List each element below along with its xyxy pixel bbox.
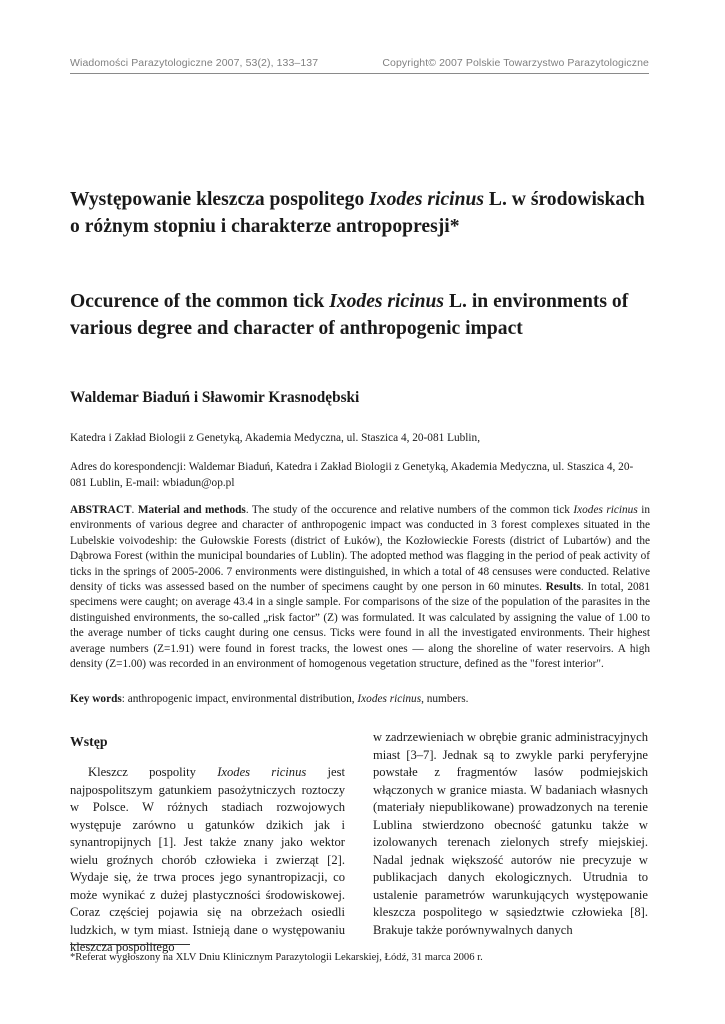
intro-left-text-1: Kleszcz pospolity [88,765,218,779]
title-polish-part1: Występowanie kleszcza pospolitego [70,189,370,210]
keywords-species: Ixodes ricinus [357,693,422,705]
keywords-label: Key words [70,693,122,705]
abstract-species: Ixodes ricinus [573,504,638,516]
intro-left-text-2: jest najpospolitszym gatunkiem pasożytniczych roztoczy w Polsce. W różnych stadiach rozwojowych występuje zarówno u gatunków dzikich jak i synantropijnych [1]. Jest także znany jako wektor wielu groźnych chorób człowieka i zwierząt [2]. Wydaje się, że trwa proces jego synantropizacji, co może wynikać z dużej plastyczności środowiskowej. Coraz częściej pojawia się na obrzeżach osiedli ludzkich, w tym miast. Istnieją dane o występowaniu kleszcza pospolitego [70,765,345,954]
abstract-text-2: in environments of various degree and character of anthropogenic impact was conducted in 3 forest complexes situated in the Lubelskie voivodeship: the Gułowskie Forests (district of Łuków), the Kozłowieckie Forests (district of Lubartów) and the Dąbrowa Forest (within the municipal boundaries of Lublin). The adopted method was flagging in the period of peak activity of ticks in the springs of 2005-2006. 7 environments were distinguished, in which a total of 48 censuses were conducted. Relative density of ticks was assessed based on the number of specimens caught by one person in 60 minutes. [70,504,650,594]
title-english-part1: Occurence of the common tick [70,291,330,312]
intro-paragraph-left [70,764,345,957]
abstract-text-3: . In total, 2081 specimens were caught; on average 43.4 in a single sample. For comparisons of the size of the population of the parasites in the distinguished environments, the so-called „risk factor” (Z) was formulated. It was calculated by assigning the value of 1.00 to the average number of ticks caught during one census. Ticks were found in all the investigated environments. Their highest average numbers (Z=1.91) were found in forest tracks, the lowest ones — along the shoreline of water reservoirs. A high density (Z=1.00) was recorded in an environment of homogenous vegetation structure, defined as the "forest interior". [70,581,650,671]
title-polish [70,187,650,240]
left-column [70,733,345,957]
title-polish-species: Ixodes ricinus [369,189,485,210]
title-english-species: Ixodes ricinus [329,291,445,312]
section-heading-intro: Wstęp [70,734,108,749]
running-header [70,57,649,74]
results-label: Results [545,581,581,594]
affiliation: Katedra i Zakład Biologii z Genetyką, Akademia Medyczna, ul. Staszica 4, 20-081 Lublin, [70,432,481,444]
title-english-part2: L. in environments of various degree and character of anthropogenic impact [70,291,629,339]
intro-left-species: Ixodes ricinus [217,765,307,779]
keywords-text: : anthropogenic impact, environmental distribution, [121,693,358,705]
journal-citation: Wiadomości Parazytologiczne 2007, 53(2), 133–137 [70,57,319,69]
abstract-text-1: . The study of the occurence and relative numbers of the common tick [245,504,574,516]
authors: Waldemar Biaduń i Sławomir Krasnodębski [70,389,360,406]
methods-label: Material and methods [137,504,246,516]
abstract: ABSTRACT. Material and methods. The study of the occurence and relative numbers of the common tick Ixodes ricinus in environments of various degree and character of anthropogenic impact was conducted in 3 forest complexes situated in the Lubelskie voivodeship: the Gułowskie Forests (district of Łuków), the Kozłowieckie Forests (district of Lubartów) and the Dąbrowa Forest (within the municipal boundaries of Lublin). The adopted method was flagging in the period of peak activity of ticks in the springs of 2005-2006. 7 environments were distinguished, in which a total of 48 censuses were conducted. Relative density of ticks was assessed based on the number of specimens caught by one person in 60 minutes. Results. In total, 2081 specimens were caught; on average 43.4 in a single sample. For comparisons of the size of the population of the parasites in the distinguished environments, the so-called „risk factor” (Z) was formulated. It was calculated by assigning the value of 1.00 to the average number of ticks caught during one census. Ticks were found in all the investigated environments. Their highest average numbers (Z=1.91) were found in forest tracks, the lowest ones — along the shoreline of water reservoirs. A high density (Z=1.00) was recorded in an environment of homogenous vegetation structure, defined as the "forest interior". [70,504,650,671]
correspondence-address: Adres do korespondencji: Waldemar Biaduń, Katedra i Zakład Biologii z Genetyką, Akademia Medyczna, ul. Staszica 4, 20-081 Lublin, E-mail: wbiadun@op.pl [70,461,634,489]
intro-paragraph-right: w zadrzewieniach w obrębie granic administracyjnych miast [3–7]. Jednak są to zwykle parki peryferyjne powstałe z fragmentów lasów podmiejskich włączonych w granice miasta. W badaniach własnych (materiały niepublikowane) prowadzonych na terenie Lublina stwierdzono obecność gatunku także w izolowanych terenach zielonych strefy miejskiej. Nadal jednak większość autorów nie precyzuje w publikacjach danych ekologicznych. Utrudnia to ustalenie parametrów warunkujących występowanie kleszcza pospolitego w sąsiedztwie człowieka [8]. Brakuje także porównywalnych danych [373,730,648,937]
right-column [373,729,648,939]
keywords-end: , numbers. [421,693,469,705]
footnote: *Referat wygłoszony na XLV Dniu Klinicznym Parazytologii Lekarskiej, Łódź, 31 marca 2006 r. [70,952,483,963]
footnote-divider [70,944,190,945]
title-english [70,289,650,342]
copyright-notice: Copyright© 2007 Polskie Towarzystwo Parazytologiczne [382,57,649,69]
keywords [70,693,650,705]
title-polish-part2: L. w środowiskach o różnym stopniu i charakterze antropopresji* [70,189,645,237]
abstract-label: ABSTRACT [70,504,132,516]
